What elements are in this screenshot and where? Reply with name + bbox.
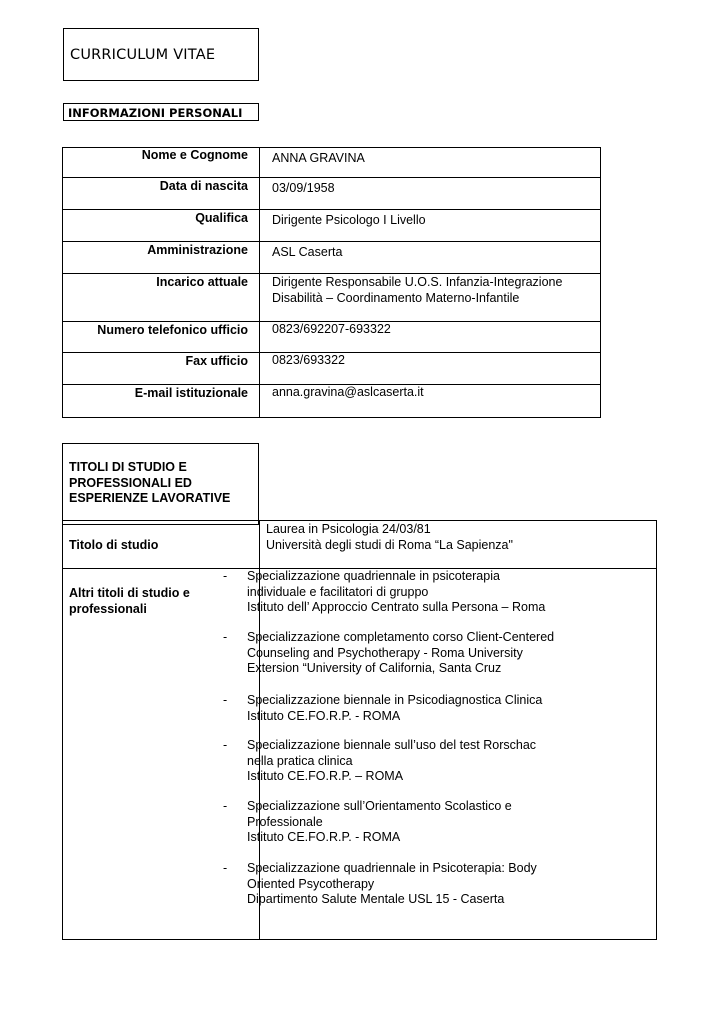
spec-2-line-1: Specializzazione completamento corso Client-Centered <box>247 630 555 644</box>
spec-4-line-2: nella pratica clinica <box>247 753 353 768</box>
spec-1-line-1: Specializzazione quadriennale in psicoterapia <box>247 569 500 583</box>
spec-5-line-1: Specializzazione sull’Orientamento Scolastico e <box>247 799 512 813</box>
spec-6-line-1: Specializzazione quadriennale in Psicoterapia: Body <box>247 861 537 875</box>
section-titoli-box <box>62 443 259 525</box>
value-incarico-2: Disabilità – Coordinamento Materno-Infantile <box>272 291 520 305</box>
label-altri-titoli-2: professionali <box>69 601 147 616</box>
value-titolo-studio-2: Università degli studi di Roma “La Sapienza" <box>266 537 513 552</box>
label-fax: Fax ufficio <box>185 354 248 368</box>
spec-5-line-2: Professionale <box>247 814 323 829</box>
value-email: anna.gravina@aslcaserta.it <box>272 385 424 399</box>
value-incarico-1: Dirigente Responsabile U.O.S. Infanzia-Integrazione <box>272 275 563 289</box>
section-personal-box <box>63 103 259 121</box>
spec-6-line-3: Dipartimento Salute Mentale USL 15 - Caserta <box>247 892 505 906</box>
label-email: E-mail istituzionale <box>134 386 248 400</box>
section-titoli-title <box>69 460 230 507</box>
spec-4-line-1: Specializzazione biennale sull’uso del test Rorschac <box>247 738 537 752</box>
spec-3-line-1: Specializzazione biennale in Psicodiagnostica Clinica <box>247 693 543 707</box>
label-altri-titoli-1: Altri titoli di studio e <box>69 586 190 600</box>
value-fax: 0823/693322 <box>272 353 345 367</box>
value-qualifica: Dirigente Psicologo I Livello <box>272 213 426 227</box>
personal-info-table <box>62 147 601 418</box>
cv-title-box <box>63 28 259 81</box>
value-data-nascita: 03/09/1958 <box>272 181 335 195</box>
label-amministrazione: Amministrazione <box>147 243 248 257</box>
value-nome: ANNA GRAVINA <box>272 151 365 165</box>
spec-2-line-3: Extersion “University of California, Santa Cruz <box>247 661 502 675</box>
spec-1-line-2: individuale e facilitatori di gruppo <box>247 584 429 599</box>
value-amministrazione: ASL Caserta <box>272 245 343 259</box>
section-titoli-line-1: TITOLI DI STUDIO E <box>69 460 187 474</box>
label-nome: Nome e Cognome <box>141 148 248 162</box>
label-data-nascita: Data di nascita <box>159 179 248 193</box>
value-telefono: 0823/692207-693322 <box>272 322 391 336</box>
section-titoli-line-3: ESPERIENZE LAVORATIVE <box>69 491 231 505</box>
spec-6-line-2: Oriented Psycotherapy <box>247 876 375 891</box>
value-titolo-studio-1: Laurea in Psicologia 24/03/81 <box>266 522 431 536</box>
cv-title: CURRICULUM VITAE <box>70 47 216 63</box>
spec-3-line-2: Istituto CE.FO.R.P. - ROMA <box>247 708 401 723</box>
label-titolo-studio: Titolo di studio <box>69 538 159 552</box>
section-personal-title: INFORMAZIONI PERSONALI <box>68 106 243 120</box>
label-incarico: Incarico attuale <box>156 275 248 289</box>
section-titoli-line-2: PROFESSIONALI ED <box>69 475 192 490</box>
label-telefono: Numero telefonico ufficio <box>97 323 248 337</box>
spec-4-line-3: Istituto CE.FO.R.P. – ROMA <box>247 769 404 783</box>
spec-2-line-2: Counseling and Psychotherapy - Roma University <box>247 645 523 660</box>
spec-1-line-3: Istituto dell’ Approccio Centrato sulla Persona – Roma <box>247 600 546 614</box>
label-qualifica: Qualifica <box>195 211 248 225</box>
spec-5-line-3: Istituto CE.FO.R.P. - ROMA <box>247 830 401 844</box>
